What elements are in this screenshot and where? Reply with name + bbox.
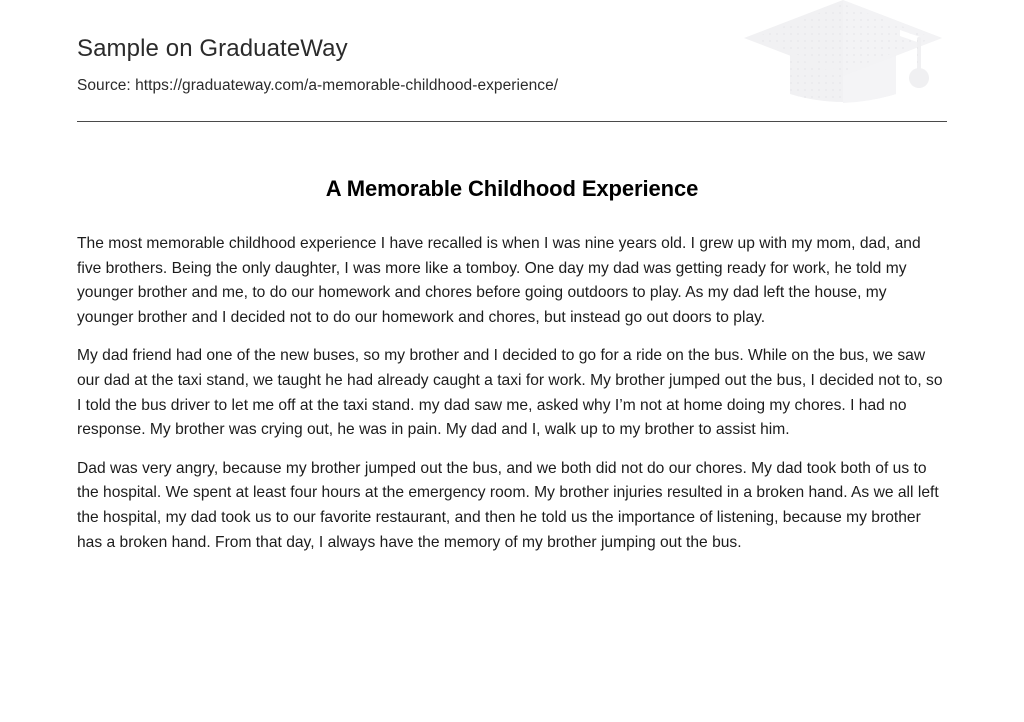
essay-paragraph: Dad was very angry, because my brother jumped out the bus, and we both did not do our chores. My dad took both of us to the hospital. We spent at least four hours at the emergency room. My brother injuries resulted in a broken hand. As we all left the hospital, my dad took us to our favorite restaurant, and then he told us the importance of listening, because my brother has a broken hand. From that day, I always have the memory of my brother jumping out the bus. (77, 459, 939, 551)
essay-paragraph: The most memorable childhood experience I have recalled is when I was nine years old. I grew up with my mom, dad, and five brothers. Being the only daughter, I was more like a tomboy. One day my dad was getting ready for work, he told my younger brother and me, to do our homework and chores before going outdoors to play. As my dad left the house, my younger brother and I decided not to do our homework and chores, but instead go out doors to play. (77, 235, 921, 326)
page-title: Sample on GraduateWay (77, 35, 348, 62)
essay-paragraph: My dad friend had one of the new buses, so my brother and I decided to go for a ride on the bus. While on the bus, we saw our dad at the taxi stand, we taught he had already caught a taxi for work. My brother jumped out the bus, I decided not to, so I told the bus driver to let me off at the taxi stand. my dad saw me, asked why I’m not at home doing my chores. I had no response. My brother was crying out, he was in pain. My dad and I, walk up to my brother to assist him. (77, 347, 943, 439)
source-url-line: Source: https://graduateway.com/a-memorable-childhood-experience/ (77, 77, 559, 94)
essay-body (77, 203, 947, 555)
document-header (77, 0, 947, 121)
essay-title: A Memorable Childhood Experience (325, 176, 699, 201)
